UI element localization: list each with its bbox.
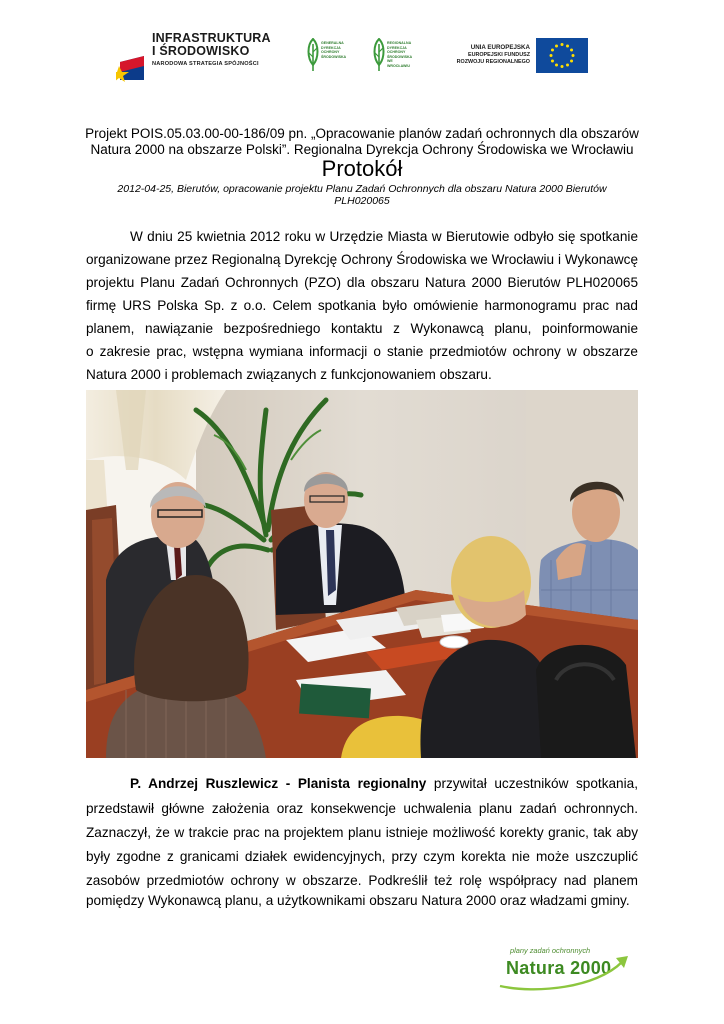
eu-text-line3: ROZWOJU REGIONALNEGO [456, 58, 530, 65]
eu-star-icon [555, 64, 558, 67]
subtitle-line-1: 2012-04-25, Bierutów, opracowanie projektu Planu Zadań Ochronnych dla obszaru Natura 2000 Bierutów [117, 183, 607, 195]
rdos-logo [372, 38, 416, 78]
eu-flag-icon [536, 38, 588, 73]
eu-star-icon [566, 44, 569, 47]
infrastruktura-srodowisko-logo [116, 32, 284, 84]
gdos-logo [306, 38, 350, 78]
eu-star-icon [555, 44, 558, 47]
eu-star-icon [551, 60, 554, 63]
paragraph1-line: firmę URS Polska Sp. z o.o. Celem spotkania było omówienie harmonogramu prac nad [86, 298, 638, 313]
infra-logo-line1: INFRASTRUKTURA [152, 31, 271, 45]
header-logo-bar [0, 26, 724, 86]
natura-tagline: plany zadań ochronnych [510, 946, 591, 955]
project-line-2: Natura 2000 na obszarze Polski”. Regionalna Dyrekcja Ochrony Środowiska we Wrocławiu [90, 142, 634, 157]
paragraph2-first-line [130, 776, 638, 792]
infra-logo-line3: NARODOWA STRATEGIA SPÓJNOŚCI [152, 61, 259, 67]
leaf-icon [372, 38, 386, 72]
eu-text-line1: UNIA EUROPEJSKA [470, 44, 530, 51]
eu-text-line2: EUROPEJSKI FUNDUSZ [467, 51, 530, 58]
leaf-icon [306, 38, 320, 72]
paragraph2-line: zasobów przedmiotów ochrony w obszarze. Podkreślił też rolę współpracy nad planem [86, 873, 638, 888]
paragraph1-line: Natura 2000 i problemach związanych z funkcjonowaniem obszaru. [86, 367, 492, 382]
gdos-text-3: OCHRONY [321, 50, 340, 55]
eu-star-icon [561, 43, 564, 46]
rdos-text-4: ŚRODOWISKA [387, 54, 413, 59]
eu-star-icon [551, 49, 554, 52]
eu-star-icon [550, 54, 553, 57]
eu-star-icon [570, 49, 573, 52]
gdos-text-4: ŚRODOWISKA [321, 54, 347, 59]
eu-star-icon [570, 60, 573, 63]
rdos-text-2: DYREKCJA [387, 45, 407, 50]
rdos-text-5: WE WROCŁAWIU [387, 59, 410, 68]
eu-logo-text [438, 44, 530, 66]
swoosh-arrow-icon [496, 952, 636, 992]
project-line-1: Projekt POIS.05.03.00-00-186/09 pn. „Opracowanie planów zadań ochronnych dla obszarów [85, 126, 639, 141]
paragraph2-line: były zgodne z granicami działek ewidencyjnych, przy czym korekta nie może uszczuplić [86, 849, 638, 864]
meeting-photo-illustration [86, 390, 638, 758]
polish-flag-star-icon [116, 32, 146, 82]
page-title: Protokół [321, 156, 403, 181]
speaker-name: P. Andrzej Ruszlewicz - Planista regionalny [130, 776, 427, 791]
paragraph1-line: o zakresie prac, wstępna wymiana informacji o stanie przedmiotów ochrony w obszarze [86, 344, 638, 359]
gdos-text-2: DYREKCJA [321, 45, 341, 50]
subtitle-line-2: PLH020065 [334, 195, 390, 207]
paragraph1-line: projektu Planu Zadań Ochronnych (PZO) dla obszaru Natura 2000 Bierutów PLH020065 [86, 275, 638, 290]
paragraph2-line: pomiędzy Wykonawcą planu, a użytkownikami obszaru Natura 2000 oraz władzami gminy. [86, 893, 630, 908]
infra-logo-line2: I ŚRODOWISKO [152, 44, 250, 58]
eu-star-icon [566, 64, 569, 67]
paragraph1-line: organizowane przez Regionalną Dyrekcję Ochrony Środowiska we Wrocławiu i Wykonawcę [86, 252, 638, 267]
rdos-text-3: OCHRONY [387, 50, 406, 55]
paragraph1-line: W dniu 25 kwietnia 2012 roku w Urzędzie Miasta w Bierutowie odbyło się spotkanie [130, 229, 638, 244]
natura-name: Natura 2000 [506, 958, 612, 978]
paragraph1-line: planem, nawiązanie bezpośredniego kontaktu z Wykonawcą planu, poinformowanie [86, 321, 638, 336]
gdos-text-1: GENERALNA [321, 41, 344, 45]
paragraph2-line: Zaznaczył, że w trakcie prac na projektem planu istnieje możliwość korekty granic, tak aby [86, 825, 638, 840]
eu-star-icon [572, 54, 575, 57]
meeting-photo [86, 390, 638, 758]
rdos-text-1: REGIONALNA [387, 41, 412, 45]
eu-star-icon [561, 65, 564, 68]
paragraph2-line: przedstawił główne założenia oraz konsekwencje uchwalenia planu zadań ochronnych. [86, 801, 638, 816]
paragraph2-first-rest: przywitał uczestników spotkania, [433, 776, 638, 791]
natura-2000-logo [496, 944, 636, 994]
